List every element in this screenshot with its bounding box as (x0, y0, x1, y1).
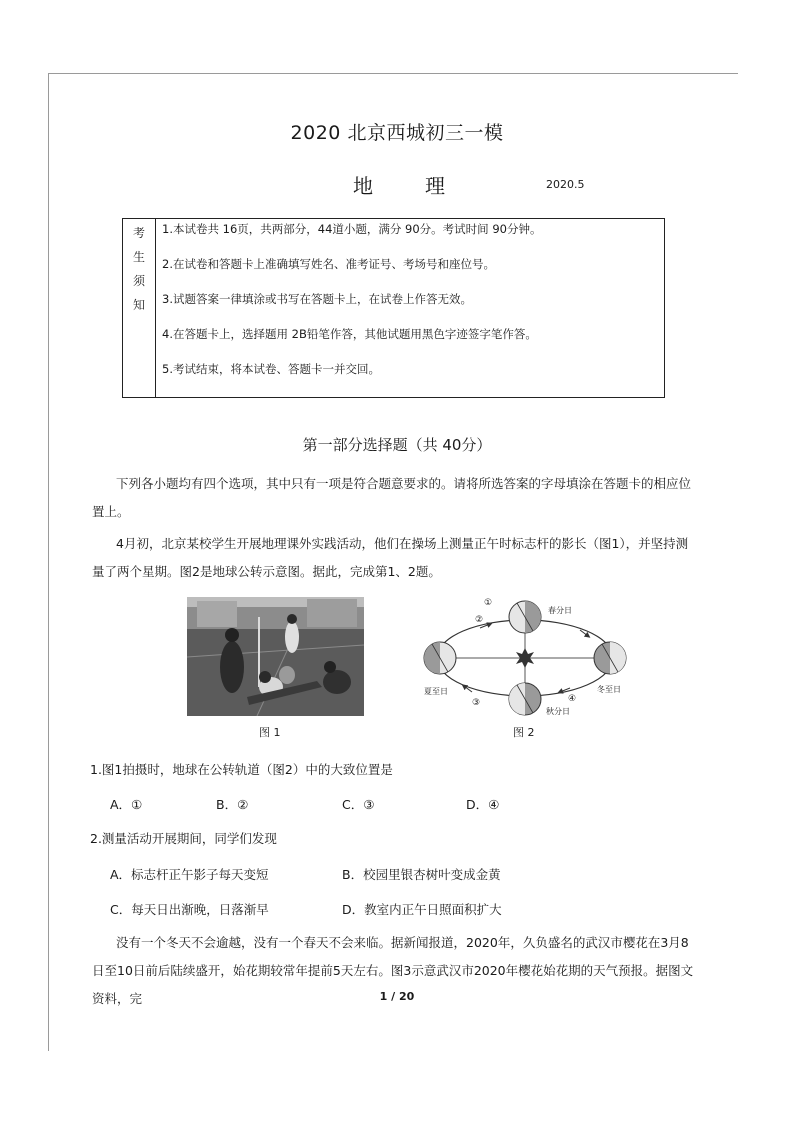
left-rule (48, 73, 49, 1051)
subject-char-2: 理 (425, 174, 445, 198)
intro-paragraph: 下列各小题均有四个选项，其中只有一项是符合题意要求的。请将所选答案的字母填涂在答题卡的相应位置上。 (92, 476, 692, 519)
top-rule (48, 73, 738, 74)
notice-item: 1.本试卷共 16页，共两部分，44道小题，满分 90分。考试时间 90分钟。 (162, 222, 542, 236)
notice-item: 4.在答题卡上，选择题用 2B铅笔作答，其他试题用黑色字迹签字笔作答。 (162, 327, 537, 341)
q2-option-a: A．标志杆正午影子每天变短 (110, 867, 269, 882)
label-n4: ④ (568, 694, 577, 704)
exam-title: 2020 北京西城初三一模 (290, 122, 504, 144)
label-n3: ③ (472, 698, 481, 708)
context-paragraph-2: 没有一个冬天不会逾越，没有一个春天不会来临。据新闻报道，2020年，久负盛名的武汉市樱花在3月8日至10日前后陆续盛开，始花期较常年提前5天左右。图3示意武汉市2020年樱花始花期的天气预报。据图文资料，完 (92, 935, 694, 1006)
label-winter: 冬至日 (597, 685, 621, 694)
exam-date: 2020.5 (546, 178, 585, 191)
q1-option-a: A．① (110, 797, 143, 812)
q2-option-d: D．教室内正午日照面积扩大 (342, 902, 502, 917)
q1-option-d: D．④ (466, 797, 500, 812)
label-n1: ① (484, 598, 493, 608)
notice-body-cell (156, 219, 665, 398)
notice-label-char: 须 (132, 274, 145, 288)
q1-option-b: B．② (216, 797, 249, 812)
notice-item: 5.考试结束，将本试卷、答题卡一并交回。 (162, 362, 380, 376)
label-autumn: 秋分日 (546, 707, 570, 716)
label-n2: ② (475, 615, 484, 625)
label-summer: 夏至日 (424, 687, 448, 696)
notice-item: 2.在试卷和答题卡上准确填写姓名、准考证号、考场号和座位号。 (162, 257, 495, 271)
subject-title (353, 170, 445, 199)
notice-box (122, 218, 665, 398)
q2-option-b: B．校园里银杏树叶变成金黄 (342, 867, 501, 882)
question-1-stem: 1.图1拍摄时，地球在公转轨道（图2）中的大致位置是 (90, 762, 393, 777)
q2-option-c: C．每天日出渐晚，日落渐早 (110, 902, 269, 917)
section-title: 第一部分选择题（共 40分） (302, 436, 492, 454)
figure-1-caption: 图 1 (259, 726, 281, 739)
notice-label-char: 考 (132, 226, 145, 240)
page-number: 1 / 20 (379, 990, 415, 1003)
q1-option-c: C．③ (342, 797, 375, 812)
label-spring: 春分日 (548, 606, 572, 615)
notice-item: 3.试题答案一律填涂或书写在答题卡上，在试卷上作答无效。 (162, 292, 472, 306)
figure-1-photo (187, 597, 364, 716)
subject-char-1: 地 (353, 174, 373, 198)
notice-label-char: 知 (132, 298, 145, 312)
figure-2-diagram (420, 592, 630, 722)
notice-label-char: 生 (132, 250, 145, 264)
notice-label-cell (123, 219, 156, 398)
context-paragraph-1: 4月初，北京某校学生开展地理课外实践活动，他们在操场上测量正午时标志杆的影长（图1），并坚持测量了两个星期。图2是地球公转示意图。据此，完成第1、2题。 (92, 536, 689, 579)
figure-2-caption: 图 2 (513, 726, 535, 739)
question-2-stem: 2.测量活动开展期间，同学们发现 (90, 831, 277, 846)
